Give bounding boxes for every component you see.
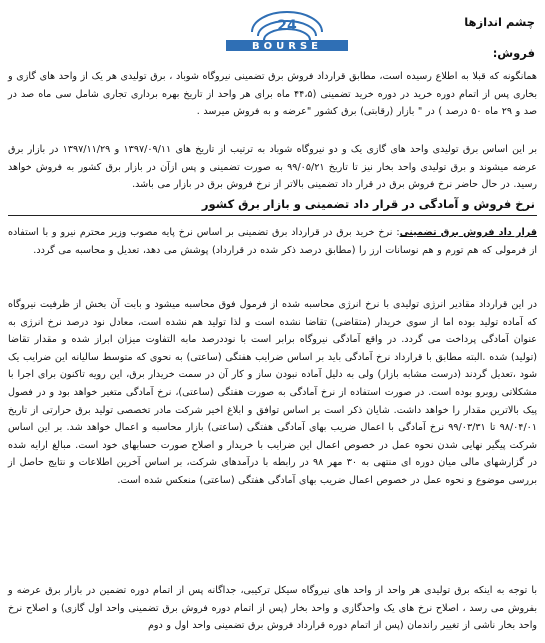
- rates-paragraph-4: در این قرارداد مقادیر انرژی تولیدی با نرخ انرژی محاسبه شده از فرمول فوق محاسبه میشود و بابت آن بخش از ظرفیت نیروگاه که آماده تولید بوده اما از سوی خریدار (متقاضی) تقاضا نشده است و لذا تولید هم نشده است، معادل نود درصد نرخ انرژی به عنوان آمادگی پرداخت می گردد. در واقع آمادگی نیروگاه برابر است با نوددرصد مابه التفاوت میزان ابراز شده و مقدار تقاضا (تولید) شده .البته مطابق با قرارداد نرخ آمادگی باید بر اساس ضرایب هفتگی (ساعتی) به نحوی که متوسط سالیانه این ضرایب یک شود ،تعدیل گردند (درست مشابه بازار) ولی به دلیل آماده نبودن ساز و کار آن در سمت خریدار برق، این رویه تاکنون برای اجرا با مشکلاتی روبرو بوده است. در صورت استفاده از نرخ آمادگی به صورت هفتگی (ساعتی)، نرخ آمادگی متغیر خواهد بود و در فصول پیک بالاترین مقدار را خواهد داشت. شایان ذکر است بر اساس توافق و ابلاغ اخیر شرکت مادر تخصصی تولید برق حرارتی از تاریخ ۹۸/۰۴/۰۱ تا ۹۹/۰۳/۳۱ نرخ آمادگی با اعمال ضریب بهای آمادگی هفتگی (ساعتی) بازار محاسبه و اعمال خواهد شد. بر این اساس شرکت پیگیر نهایی شدن نحوه عمل در خصوص اعمال این ضرایب با خریدار و اصلاح صورت حسابهای خود است. مبالغ ارایه شده در گزارشهای مالی میان دوره ای منتهی به ۳۰ مهر ۹۸ در رابطه با درآمدهای شرکت، بر اساس آخرین اطلاعات و نتایج حاصل از بررسی موضوع و نحوه عمل در خصوص اعمال ضریب بهای آمادگی هفتگی (ساعتی) منعکس شده است.: [8, 299, 537, 486]
- bourse24-logo: [212, 6, 362, 56]
- sales-paragraph-2: بر این اساس برق تولیدی واحد های گازی یک و دو نیروگاه شوباد به ترتیب از تاریخ های ۱۳۹۷/۰۹/۱۱ و ۱۳۹۷/۱۱/۲۹ در بازار برق عرضه میشوند و برق تولیدی واحد بخار نیز تا تاریخ ۹۹/۰۵/۲۱ به صورت تضمینی و پس ازآن در بازار برق کشور به فروش خواهد رسید. در حال حاضر نرخ فروش برق در قرار داد تضمینی بالاتر از نرخ فروش برق در بازار می باشد.: [8, 144, 538, 191]
- logo-number: 24: [277, 18, 297, 34]
- section-title: چشم اندازها: [464, 15, 535, 29]
- logo-text: BOURSE: [252, 41, 322, 52]
- contract-text: : نرخ خرید برق در قرارداد برق تضمینی بر اساس نرخ پایه مصوب وزیر محترم نیرو و با استفاده از فرمولی که هم تورم و هم نوسانات ارز را (مطابق درصد ذکر شده در قرارداد) پوشش می دهد، تعدیل و محاسبه می گردد.: [8, 227, 537, 256]
- section-divider: [8, 215, 537, 216]
- rates-section-title: نرخ فروش و آمادگی در قرار داد تضمینی و بازار برق کشور: [201, 197, 535, 211]
- rates-paragraph-3: [8, 224, 537, 259]
- rates-paragraph-5: با توجه به اینکه برق تولیدی هر واحد از واحد های نیروگاه سیکل ترکیبی، جداگانه پس از اتمام دوره تضمین در بازار برق عرضه و بفروش می رسد ، اصلاح نرخ های یک واحدگازی و واحد بخار (پس از اتمام دوره فروش برق تضمینی واحد اول گازی) و اصلاح نرخ واحد بخار ناشی از تغییر راندمان (پس از اتمام دوره قرارداد فروش برق تضمینی واحد اول و دوم: [8, 585, 537, 632]
- sales-paragraph-1: همانگونه که قبلا به اطلاع رسیده است، مطابق قرارداد فروش برق تضمینی نیروگاه شوباد ، برق تولیدی هر یک از واحد های گازی و بخاری پس از اتمام دوره خرید در دوره خرید تضمینی (۴۴،۵ ماه برای هر واحد از تاریخ بهره برداری تجاری شامل سی ماه صد در صد و ۲۹ ماه ۵۰ درصد ) در " بازار (رقابتی) برق کشور "عرضه و به فروش میرسد .: [8, 71, 537, 118]
- contract-label: قرار داد فروش برق تضمینی: [399, 227, 537, 238]
- sales-title: فروش:: [492, 46, 535, 60]
